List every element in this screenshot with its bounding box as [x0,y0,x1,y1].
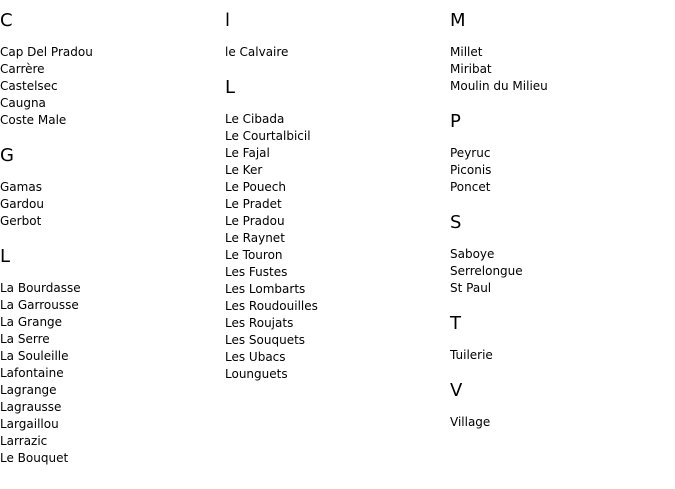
place-link[interactable]: Largaillou [0,417,59,431]
place-link[interactable]: Millet [450,45,483,59]
place-list [450,145,670,196]
letter-heading: G [0,145,14,166]
place-link[interactable]: Les Fustes [225,265,288,279]
place-link[interactable]: Les Roudouilles [225,299,318,313]
place-link[interactable]: Moulin du Milieu [450,79,548,93]
place-list [225,111,445,383]
letter-group [450,212,670,297]
letter-group [0,145,220,230]
place-link[interactable]: St Paul [450,281,492,295]
place-link[interactable]: Coste Male [0,113,67,127]
letter-heading: L [0,246,11,267]
letter-heading: C [0,10,13,31]
letter-heading: M [450,10,466,31]
place-list [450,414,670,431]
letter-group [450,313,670,364]
letter-heading: V [450,380,463,401]
place-list [450,246,670,297]
place-link[interactable]: Le Pradou [225,214,285,228]
place-link[interactable]: Saboye [450,247,495,261]
letter-heading: T [450,313,461,334]
place-link[interactable]: Le Raynet [225,231,285,245]
place-link[interactable]: La Garrousse [0,298,79,312]
letter-heading: L [225,77,236,98]
letter-heading: S [450,212,462,233]
place-list [450,347,670,364]
letter-group [225,10,445,61]
place-link[interactable]: Castelsec [0,79,58,93]
index-column-3 [450,10,670,447]
place-link[interactable]: Les Roujats [225,316,294,330]
place-link[interactable]: Peyruc [450,146,491,160]
place-link[interactable]: Le Touron [225,248,283,262]
place-link[interactable]: Tuilerie [450,348,493,362]
place-link[interactable]: Lagrausse [0,400,62,414]
place-link[interactable]: La Grange [0,315,63,329]
place-link[interactable]: La Souleille [0,349,69,363]
place-link[interactable]: Le Pradet [225,197,282,211]
place-list [0,44,220,129]
place-link[interactable]: Les Ubacs [225,350,286,364]
place-link[interactable]: Le Fajal [225,146,270,160]
place-list [450,44,670,95]
place-list [225,44,445,61]
place-link[interactable]: Le Ker [225,163,263,177]
place-link[interactable]: Le Cibada [225,112,285,126]
letter-group [0,246,220,467]
place-link[interactable]: Poncet [450,180,491,194]
place-link[interactable]: Gamas [0,180,42,194]
place-link[interactable]: Piconis [450,163,492,177]
place-list [0,280,220,467]
place-link[interactable]: Lafontaine [0,366,64,380]
place-link[interactable]: Gardou [0,197,44,211]
place-link[interactable]: La Bourdasse [0,281,81,295]
index-column-2 [225,10,445,399]
place-link[interactable]: Lounguets [225,367,288,381]
place-link[interactable]: Les Lombarts [225,282,306,296]
place-link[interactable]: Village [450,415,491,429]
letter-group [450,380,670,431]
place-link[interactable]: Lagrange [0,383,57,397]
place-link[interactable]: Le Bouquet [0,451,69,465]
place-link[interactable]: Carrère [0,62,45,76]
letter-group [0,10,220,129]
place-link[interactable]: Caugna [0,96,46,110]
index-columns [0,10,675,489]
place-link[interactable]: Serrelongue [450,264,523,278]
place-link[interactable]: Le Courtalbicil [225,129,311,143]
place-link[interactable]: Larrazic [0,434,48,448]
place-link[interactable]: Cap Del Pradou [0,45,93,59]
place-link[interactable]: Miribat [450,62,492,76]
place-link[interactable]: Gerbot [0,214,42,228]
letter-heading: l [225,10,231,31]
letter-group [450,111,670,196]
place-list [0,179,220,230]
place-link[interactable]: Les Souquets [225,333,306,347]
letter-heading: P [450,111,461,132]
letter-group [225,77,445,383]
place-link[interactable]: le Calvaire [225,45,289,59]
letter-group [450,10,670,95]
place-link[interactable]: Le Pouech [225,180,287,194]
place-link[interactable]: La Serre [0,332,50,346]
index-column-1 [0,10,220,483]
